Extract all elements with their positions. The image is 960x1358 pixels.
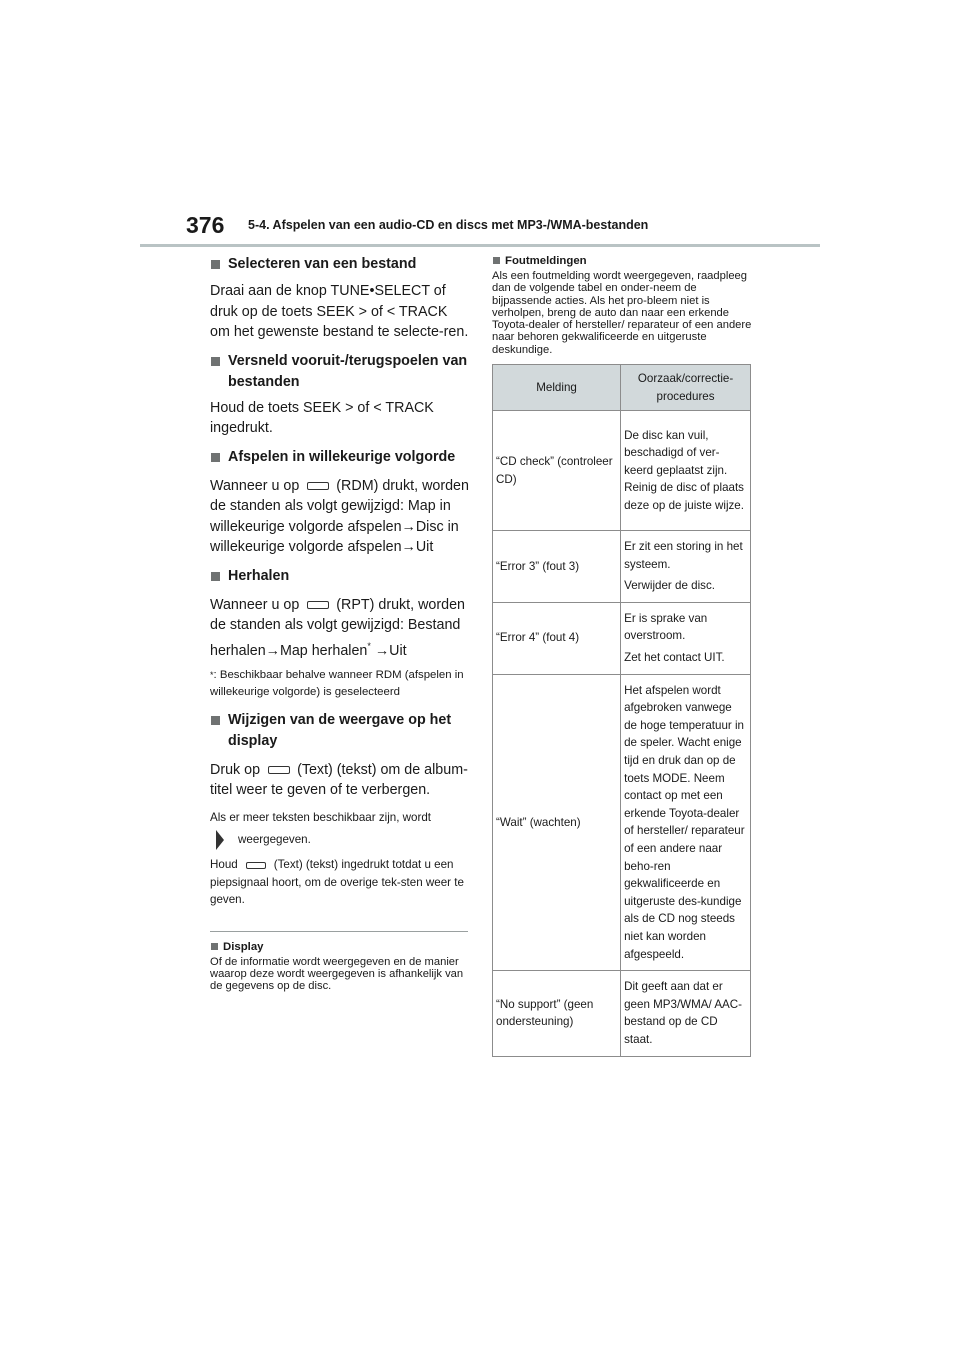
square-bullet-icon (211, 572, 220, 581)
heading-text: Versneld vooruit-/terugspoelen van bestanden (228, 352, 468, 390)
cause-text: Er zit een storing in het systeem. (624, 540, 743, 571)
heading-text: Foutmeldingen (505, 255, 587, 267)
heading-text: Afspelen in willekeurige volgorde (228, 448, 456, 465)
message-cell: “CD check” (controleer CD) (493, 411, 621, 531)
square-bullet-icon (211, 453, 220, 462)
paragraph-error-messages: Als een foutmelding wordt weergegeven, raadpleeg dan de volgende tabel en onder-neem de bijpassende acties. Als het pro-bleem niet is verholpen, breng de auto dan naar een erkende Toyota-dealer of hersteller/ reparateur of een andere naar behoren gekwalificeerde en uitgeruste deskundige. (492, 270, 752, 356)
header-divider (140, 244, 820, 247)
heading-repeat (210, 566, 470, 587)
footnote (210, 667, 470, 701)
paragraph-fast-forward: Houd de toets SEEK > of < TRACK ingedrukt. (210, 399, 434, 436)
text: (RDM) drukt, worden de standen als volgt gewijzigd: Map in willekeurige volgorde afspelen→Disc in willekeurige volgorde afspelen→Uit (210, 477, 469, 555)
table-row (493, 411, 751, 531)
cause-cell (621, 602, 751, 674)
text-button-icon (246, 862, 266, 869)
square-bullet-icon (211, 716, 220, 725)
divider (210, 931, 468, 932)
note-line (210, 830, 470, 850)
text: →Uit (370, 642, 407, 659)
cause-text: Er is sprake van overstroom. (624, 611, 708, 643)
table-header-row (493, 365, 751, 411)
rdm-button-icon (307, 482, 329, 490)
heading-display (210, 940, 470, 954)
square-bullet-icon (493, 257, 500, 264)
cause-cell (621, 971, 751, 1056)
paragraph-display: Of de informatie wordt weergegeven en de manier waarop deze wordt weergegeven is afhankelijk van de gegevens op de disc. (210, 955, 464, 993)
text: Druk op (210, 761, 261, 778)
square-bullet-icon (211, 260, 220, 269)
table-row (493, 531, 751, 603)
square-bullet-icon (211, 943, 218, 950)
cause-text: Dit geeft aan dat er geen MP3/WMA/ AAC-bestand op de CD staat. (624, 980, 743, 1046)
text: Wanneer u op (210, 477, 300, 494)
cause-text: De disc kan vuil, beschadigd of ver-keerd geplaatst zijn. Reinig de disc of plaats deze op de juiste wijze. (624, 428, 744, 512)
left-column (210, 254, 470, 993)
footnote-marker: * (367, 640, 371, 651)
right-arrow-icon (216, 830, 224, 850)
note-line: Als er meer teksten beschikbaar zijn, wordt (210, 810, 432, 824)
square-bullet-icon (211, 357, 220, 366)
note-hold-text (210, 856, 470, 909)
paragraph-display-view (210, 760, 470, 801)
text: Wanneer u op (210, 596, 300, 613)
right-column (492, 254, 754, 1057)
cause-text: Verwijder de disc. (624, 579, 715, 593)
rpt-button-icon (307, 601, 329, 609)
table-row (493, 602, 751, 674)
paragraph-select-file: Draai aan de knop TUNE•SELECT of druk op de toets SEEK > of < TRACK om het gewenste bestand te selecte-ren. (210, 283, 469, 340)
message-cell: “Error 3” (fout 3) (493, 531, 621, 603)
message-cell: “Error 4” (fout 4) (493, 602, 621, 674)
footnote-text: : Beschikbaar behalve wanneer RDM (afspelen in willekeurige volgorde) is geselecteerd (210, 668, 464, 698)
text-button-icon (268, 766, 290, 774)
section-title: 5-4. Afspelen van een audio-CD en discs met MP3-/WMA-bestanden (248, 218, 649, 232)
table-row (493, 971, 751, 1056)
text: (Text) (tekst) om de album-titel weer te geven of te verbergen. (210, 761, 468, 799)
page-number: 376 (186, 212, 225, 238)
heading-fast-forward (210, 351, 470, 393)
paragraph-random (210, 476, 470, 558)
column-header-message: Melding (493, 365, 621, 411)
message-cell: “Wait” (wachten) (493, 674, 621, 971)
message-cell: “No support” (geen ondersteuning) (493, 971, 621, 1056)
cause-cell (621, 411, 751, 531)
error-table (492, 364, 751, 1056)
note-more-text (210, 809, 470, 851)
column-header-cause: Oorzaak/correctie-procedures (621, 365, 751, 411)
text: weergegeven. (238, 833, 311, 847)
heading-text: Wijzigen van de weergave op het display (228, 711, 452, 749)
table-row (493, 674, 751, 971)
heading-error-messages (492, 254, 754, 268)
heading-random (210, 447, 470, 468)
text: (RPT) drukt, worden de standen als volgt gewijzigd: Bestand herhalen→Map herhalen (210, 596, 465, 659)
heading-text: Display (223, 940, 264, 953)
cause-text: Het afspelen wordt afgebroken vanwege de hoge temperatuur in de speler. Wacht enige tijd en druk dan op de toets MODE. Neem contact op met een erkende Toyota-dealer of hersteller/ reparateur of een andere naar beho-ren gekwalificeerde en uitgeruste des-kundige als de CD nog steeds niet kan worden afgespeeld. (624, 683, 745, 961)
cause-cell (621, 531, 751, 603)
footnote-marker: * (210, 669, 214, 680)
text: (Text) (tekst) ingedrukt totdat u een piepsignaal hoort, om de overige tek-sten weer te geven. (210, 858, 464, 907)
heading-text: Selecteren van een bestand (228, 256, 417, 272)
paragraph-repeat (210, 595, 470, 661)
cause-cell (621, 674, 751, 971)
heading-text: Herhalen (228, 567, 290, 584)
text: Houd (210, 858, 238, 872)
heading-display-view (210, 710, 470, 752)
heading-select-file (210, 254, 470, 275)
cause-text: Zet het contact UIT. (624, 651, 725, 665)
